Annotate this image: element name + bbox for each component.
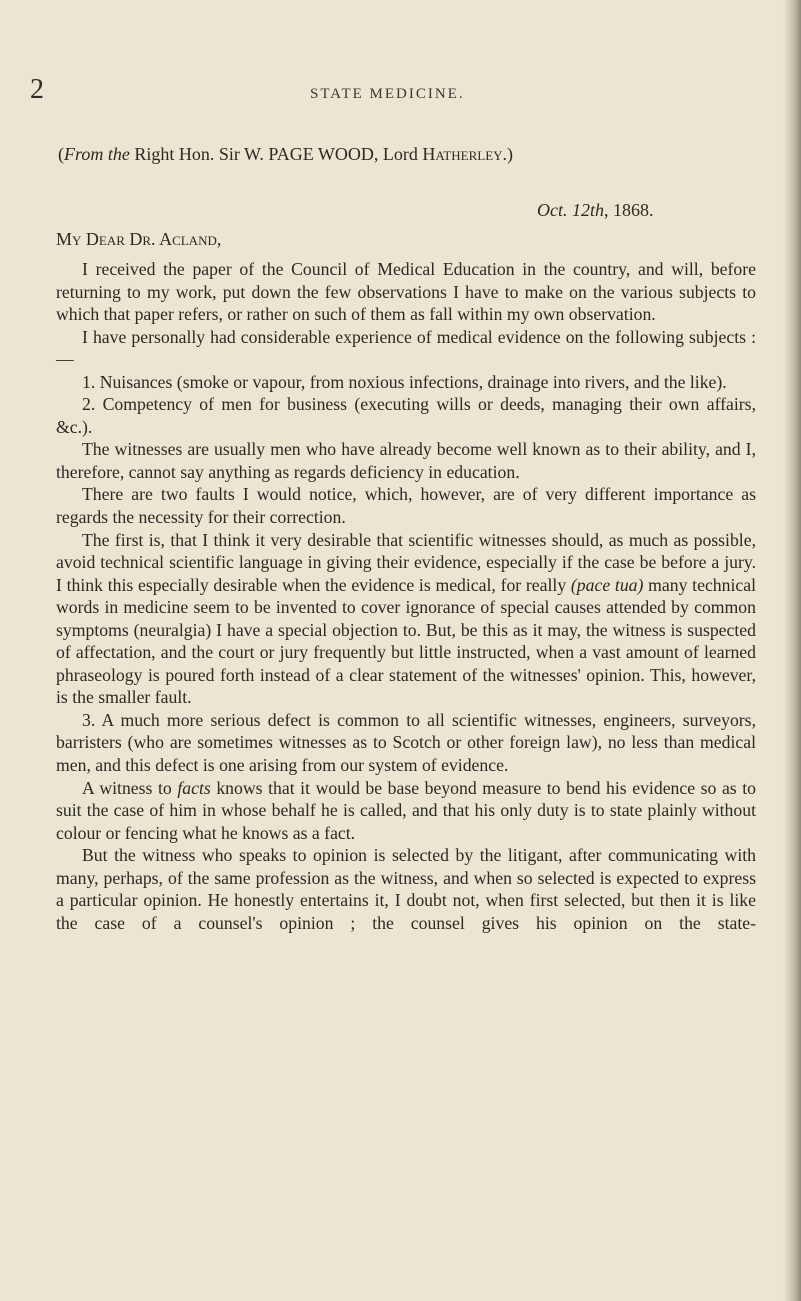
date-day: 12th [572, 200, 605, 220]
paragraph: The witnesses are usually men who have already become well known as to their ability, and I, therefore, cannot say anything as regards deficiency in education. [56, 439, 756, 482]
page-number: 2 [30, 74, 44, 105]
running-title: STATE MEDICINE. [310, 86, 465, 102]
paragraph [56, 529, 756, 709]
date-year: 1868. [613, 200, 654, 220]
paragraph: 3. A much more serious defect is common to all scientific witnesses, engineers, surveyors, barristers (who are sometimes witnesses as to Scotch or other foreign law), no less than medical men, and this defect is one arising from our system of evidence. [56, 709, 756, 776]
paragraph: There are two faults I would notice, which, however, are of very different importance as regards the necessity for their correction. [56, 484, 756, 528]
paragraph: 2. Competency of men for business (executing wills or deeds, managing their own affairs, &c.). [56, 394, 756, 437]
paragraph [56, 777, 756, 845]
italic-word: facts [177, 777, 211, 798]
paragraph: I have personally had considerable experience of medical evidence on the following subjects :— [56, 326, 756, 370]
page-edge-shadow [783, 0, 801, 1301]
attribution-name: Right Hon. Sir W. PAGE WOOD, Lord [134, 144, 418, 164]
letter-date: Oct. 12th, 1868. [537, 200, 654, 220]
paragraph: But the witness who speaks to opinion is selected by the litigant, after communicating with many, perhaps, of the same profession as the witness, and when so selected is expected to express a particular opinion. He honestly entertains it, I doubt not, when first selected, but then it is like the case of a counsel's opinion ; the counsel gives his opinion on the state- [56, 845, 756, 933]
letter-attribution: (From the Right Hon. Sir W. PAGE WOOD, Lord Hatherley.) [58, 144, 514, 164]
italic-phrase: (pace tua) [570, 574, 644, 595]
paragraph: I received the paper of the Council of Medical Education in the country, and will, before returning to my work, put down the few observations I have to make on the various subjects to which that paper refers, or rather on such of them as fall within my own observation. [56, 259, 756, 325]
letter-body [56, 258, 756, 934]
paragraph-part: many technical words in medicine seem to be invented to cover ignorance of special causes attended by common symptoms (neuralgia) I have a special objection to. But, be this as it may, the witness is suspected of affectation, and the court or jury frequently but little instructed, when a vast amount of learned phraseology is poured forth instead of a clear statement of the witnesses' opinion. This, however, is the smaller fault. [56, 574, 757, 708]
paragraph-part: knows that it would be base beyond measure to bend his evidence so as to suit the case of him in whose behalf he is called, and that his only duty is to state plainly without colour or fencing what he knows as a fact. [56, 777, 757, 843]
attribution-title: Hatherley. [422, 144, 508, 164]
date-month: Oct. [537, 200, 568, 220]
attribution-from: From the [64, 144, 130, 164]
salutation: My Dear Dr. Acland, [56, 229, 222, 249]
paragraph: 1. Nuisances (smoke or vapour, from noxious infections, drainage into rivers, and the like). [82, 371, 727, 392]
paragraph-part: A witness to [82, 777, 172, 798]
paragraph-part: The first is, that I think it very desirable that scientific witnesses should, as much as possible, avoid technical scientific language in giving their evidence, especially if the case be before a jury. I think this especially desirable when the evidence is medical, for really [56, 529, 756, 595]
